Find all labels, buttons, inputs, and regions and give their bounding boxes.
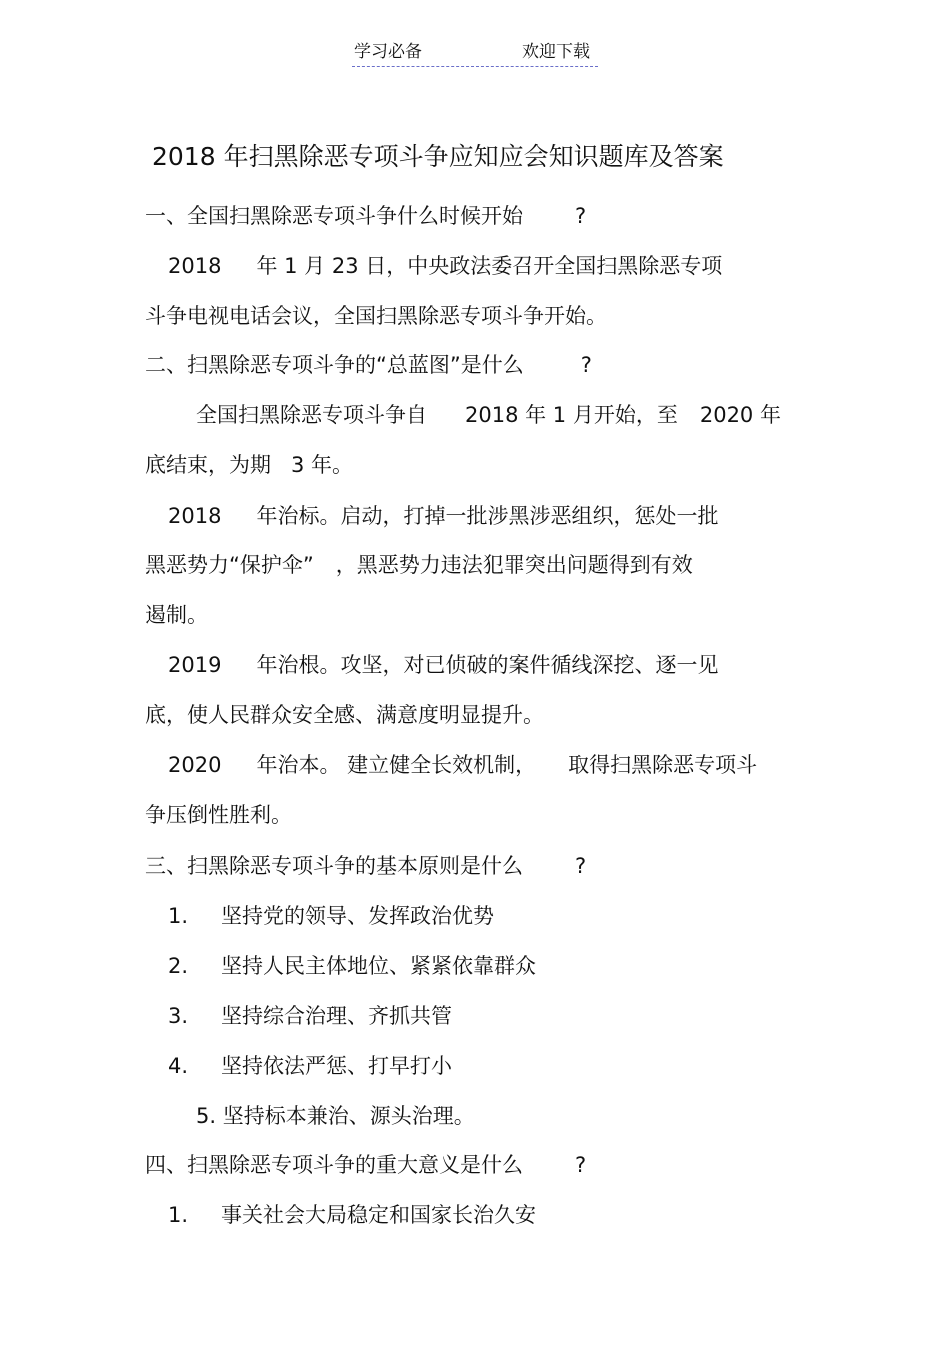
answer-2-intro-line-1 — [196, 400, 781, 430]
question-mark: ? — [575, 1153, 587, 1177]
list-item-number: 1. — [168, 1203, 189, 1227]
answer-2-2020-line-1 — [168, 750, 757, 780]
question-mark: ? — [575, 204, 587, 228]
answer-text: 年 1 月 23 日，中央政法委召开全国扫黑除恶专项 — [256, 254, 723, 278]
list-item — [168, 951, 536, 981]
answer-2-2020-line-2: 争压倒性胜利。 — [145, 803, 292, 827]
header-right-text: 欢迎下载 — [522, 42, 590, 62]
question-mark: ? — [580, 353, 592, 377]
list-item: 5. 坚持标本兼治、源头治理。 — [196, 1104, 475, 1128]
answer-text: 年治标。启动，打掉一批涉黑涉恶组织，惩处一批 — [256, 504, 719, 528]
list-item-text: 坚持人民主体地位、紧紧依靠群众 — [221, 954, 536, 978]
answer-2-2019-line-1 — [168, 650, 718, 680]
year-label: 2018 — [168, 254, 222, 278]
list-item — [168, 1200, 536, 1230]
answer-2-2018-line-2 — [145, 550, 693, 580]
question-mark: ? — [575, 854, 587, 878]
answer-text: 黑恶势力“保护伞” — [145, 553, 314, 577]
answer-text: 底结束，为期 — [145, 453, 271, 477]
answer-2-2018-line-1 — [168, 501, 718, 531]
answer-text: 2018 年 1 月开始，至 — [465, 403, 678, 427]
answer-text: 2020 年 — [699, 403, 781, 427]
answer-text: ，黑恶势力违法犯罪突出问题得到有效 — [335, 553, 693, 577]
question-2 — [145, 350, 592, 380]
answer-text: 年治根。攻坚，对已侦破的案件循线深挖、逐一见 — [256, 653, 719, 677]
question-1 — [145, 201, 586, 231]
answer-1-line-2: 斗争电视电话会议，全国扫黑除恶专项斗争开始。 — [145, 304, 607, 328]
year-label: 2020 — [168, 753, 222, 777]
list-item-number: 4. — [168, 1054, 189, 1078]
year-label: 2019 — [168, 653, 222, 677]
answer-text: 取得扫黑除恶专项斗 — [568, 753, 758, 777]
page-header — [352, 40, 598, 67]
answer-1-line-1 — [168, 251, 722, 281]
header-left-text: 学习必备 — [354, 42, 422, 62]
list-item-text: 坚持综合治理、齐抓共管 — [221, 1004, 452, 1028]
list-item — [168, 901, 494, 931]
question-1-text: 一、全国扫黑除恶专项斗争什么时候开始 — [145, 204, 523, 228]
answer-2-2019-line-2: 底，使人民群众安全感、满意度明显提升。 — [145, 703, 544, 727]
document-title: 2018 年扫黑除恶专项斗争应知应会知识题库及答案 — [152, 142, 724, 171]
list-item-number: 1. — [168, 904, 189, 928]
year-label: 2018 — [168, 504, 222, 528]
answer-text: 年治本。 建立健全长效机制， — [256, 753, 537, 777]
question-4-text: 四、扫黑除恶专项斗争的重大意义是什么 — [145, 1153, 523, 1177]
question-3 — [145, 851, 586, 881]
answer-2-2018-line-3: 遏制。 — [145, 603, 208, 627]
list-item-number: 2. — [168, 954, 189, 978]
list-item-text: 事关社会大局稳定和国家长治久安 — [221, 1203, 536, 1227]
list-item-number: 3. — [168, 1004, 189, 1028]
question-4 — [145, 1150, 586, 1180]
answer-text: 全国扫黑除恶专项斗争自 — [196, 403, 427, 427]
list-item-text: 坚持依法严惩、打早打小 — [221, 1054, 452, 1078]
list-item — [168, 1051, 452, 1081]
list-item — [168, 1001, 452, 1031]
question-2-text: 二、扫黑除恶专项斗争的“总蓝图”是什么 — [145, 353, 524, 377]
list-item-text: 坚持党的领导、发挥政治优势 — [221, 904, 494, 928]
answer-2-intro-line-2 — [145, 450, 353, 480]
answer-text: 3 年。 — [291, 453, 354, 477]
question-3-text: 三、扫黑除恶专项斗争的基本原则是什么 — [145, 854, 523, 878]
